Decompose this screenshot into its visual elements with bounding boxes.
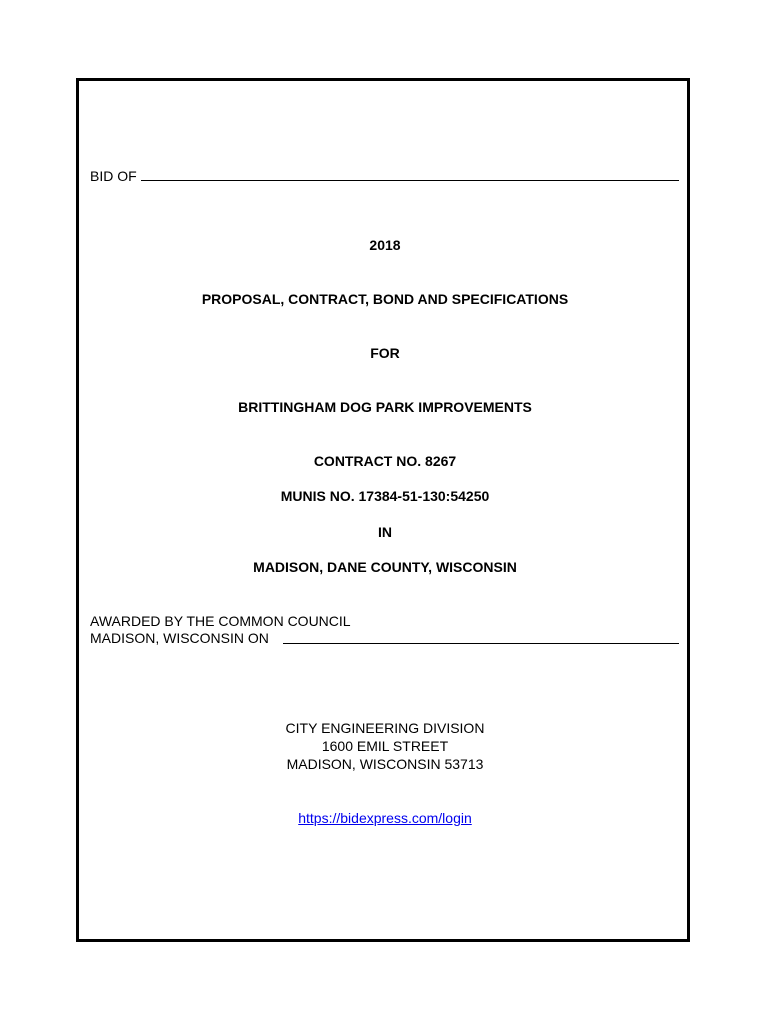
for-label: FOR — [370, 345, 400, 361]
bid-of-label: BID OF — [90, 168, 137, 184]
document-heading: PROPOSAL, CONTRACT, BOND AND SPECIFICATIONS — [201, 291, 569, 307]
in-label: IN — [378, 524, 392, 540]
year: 2018 — [369, 237, 401, 253]
munis-number: MUNIS NO. 17384-51-130:54250 — [280, 488, 490, 504]
bidexpress-link[interactable]: https://bidexpress.com/login — [298, 810, 472, 826]
bid-of-blank-line — [141, 180, 679, 181]
link-container — [0, 810, 770, 827]
division-name: CITY ENGINEERING DIVISION — [285, 720, 485, 736]
awarded-on-blank-line — [283, 643, 679, 644]
contract-number: CONTRACT NO. 8267 — [313, 453, 457, 469]
awarded-on-label: MADISON, WISCONSIN ON — [90, 630, 269, 646]
city-state-zip: MADISON, WISCONSIN 53713 — [286, 756, 484, 772]
awarded-by-line: AWARDED BY THE COMMON COUNCIL — [90, 613, 351, 629]
street-address: 1600 EMIL STREET — [321, 738, 449, 754]
project-name: BRITTINGHAM DOG PARK IMPROVEMENTS — [238, 399, 532, 415]
project-location: MADISON, DANE COUNTY, WISCONSIN — [253, 559, 517, 575]
